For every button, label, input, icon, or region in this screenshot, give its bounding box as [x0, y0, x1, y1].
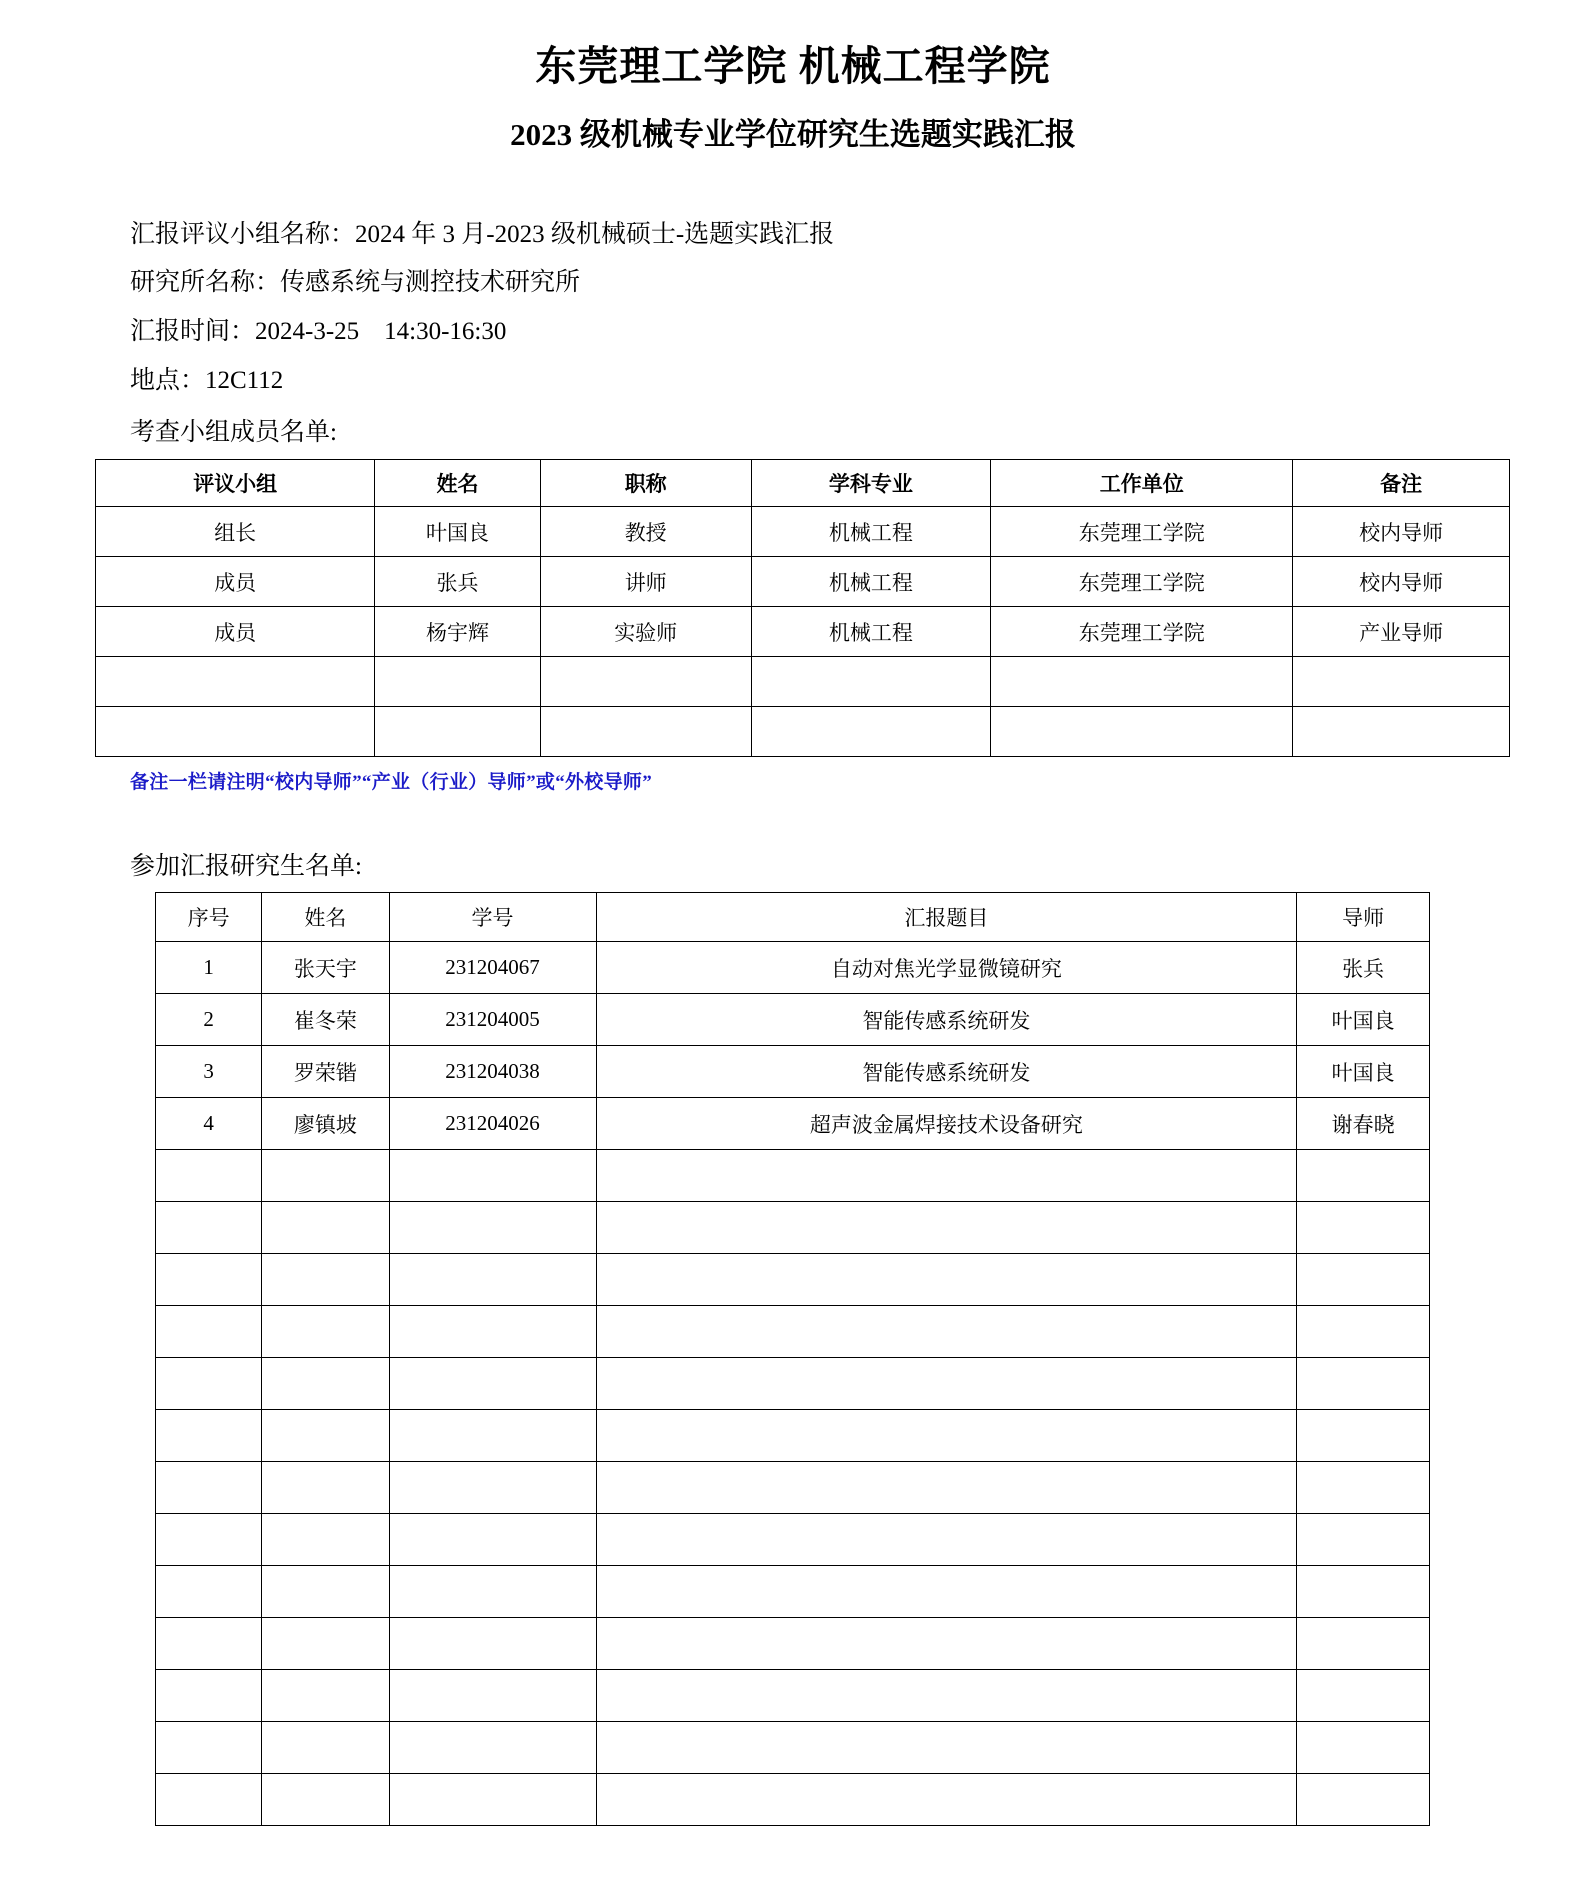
cell-remark	[1293, 657, 1510, 707]
cell-topic	[596, 1514, 1297, 1566]
cell-advisor	[1297, 1670, 1430, 1722]
cell-remark	[1293, 707, 1510, 757]
cell-seq	[156, 1358, 262, 1410]
cell-advisor	[1297, 1410, 1430, 1462]
table-row	[96, 657, 1510, 707]
cell-name: 廖镇坡	[262, 1098, 389, 1150]
cell-studentid	[389, 1514, 596, 1566]
cell-unit	[991, 707, 1293, 757]
cell-studentid	[389, 1150, 596, 1202]
remark-note: 备注一栏请注明“校内导师”“产业（行业）导师”或“外校导师”	[130, 772, 653, 794]
cell-studentid	[389, 1566, 596, 1618]
cell-advisor	[1297, 1722, 1430, 1774]
table-row	[156, 1150, 1430, 1202]
cell-advisor: 叶国良	[1297, 994, 1430, 1046]
cell-seq	[156, 1462, 262, 1514]
cell-group	[96, 707, 375, 757]
meta-block	[0, 211, 1586, 406]
table-row	[96, 607, 1510, 657]
cell-studentid: 231204067	[389, 942, 596, 994]
cell-unit	[991, 657, 1293, 707]
cell-topic	[596, 1410, 1297, 1462]
table-row	[156, 1670, 1430, 1722]
committee-table	[95, 459, 1510, 757]
table-header-row	[96, 460, 1510, 507]
cell-major: 机械工程	[751, 507, 990, 557]
students-col-advisor: 导师	[1297, 893, 1430, 942]
cell-studentid	[389, 1462, 596, 1514]
cell-studentid	[389, 1618, 596, 1670]
cell-name	[262, 1254, 389, 1306]
cell-advisor	[1297, 1150, 1430, 1202]
cell-advisor	[1297, 1358, 1430, 1410]
cell-topic	[596, 1566, 1297, 1618]
cell-topic	[596, 1306, 1297, 1358]
table-row	[156, 1202, 1430, 1254]
cell-unit: 东莞理工学院	[991, 607, 1293, 657]
cell-group: 成员	[96, 557, 375, 607]
cell-studentid: 231204026	[389, 1098, 596, 1150]
document-page	[0, 40, 1586, 1890]
cell-major: 机械工程	[751, 557, 990, 607]
table-row	[156, 1254, 1430, 1306]
cell-studentid: 231204005	[389, 994, 596, 1046]
cell-seq: 3	[156, 1046, 262, 1098]
meta-group-name: 汇报评议小组名称：2024 年 3 月-2023 级机械硕士-选题实践汇报	[130, 220, 835, 248]
cell-seq	[156, 1618, 262, 1670]
cell-advisor: 谢春晓	[1297, 1098, 1430, 1150]
cell-group: 组长	[96, 507, 375, 557]
page-title: 东莞理工学院 机械工程学院	[535, 43, 1051, 89]
cell-name	[375, 707, 540, 757]
cell-topic	[596, 1774, 1297, 1826]
cell-topic: 智能传感系统研发	[596, 994, 1297, 1046]
cell-advisor	[1297, 1618, 1430, 1670]
cell-unit: 东莞理工学院	[991, 557, 1293, 607]
table-row	[156, 1098, 1430, 1150]
students-section-label: 参加汇报研究生名单:	[130, 853, 362, 881]
cell-seq	[156, 1566, 262, 1618]
table-row	[156, 1774, 1430, 1826]
cell-advisor	[1297, 1514, 1430, 1566]
cell-title: 实验师	[540, 607, 751, 657]
cell-seq	[156, 1150, 262, 1202]
cell-topic	[596, 1722, 1297, 1774]
cell-advisor: 张兵	[1297, 942, 1430, 994]
cell-name	[262, 1514, 389, 1566]
cell-name: 张兵	[375, 557, 540, 607]
cell-advisor	[1297, 1202, 1430, 1254]
committee-col-title: 职称	[540, 460, 751, 507]
cell-topic: 自动对焦光学显微镜研究	[596, 942, 1297, 994]
cell-seq	[156, 1774, 262, 1826]
meta-time: 汇报时间：2024-3-25 14:30-16:30	[130, 318, 507, 346]
cell-name	[262, 1410, 389, 1462]
cell-advisor	[1297, 1566, 1430, 1618]
cell-topic	[596, 1462, 1297, 1514]
table-row	[156, 1462, 1430, 1514]
cell-seq	[156, 1722, 262, 1774]
cell-title	[540, 657, 751, 707]
cell-name: 张天宇	[262, 942, 389, 994]
cell-major: 机械工程	[751, 607, 990, 657]
cell-title	[540, 707, 751, 757]
cell-seq: 2	[156, 994, 262, 1046]
table-header-row	[156, 893, 1430, 942]
table-row	[156, 1566, 1430, 1618]
cell-name	[262, 1566, 389, 1618]
table-row	[156, 1722, 1430, 1774]
cell-topic	[596, 1254, 1297, 1306]
cell-advisor: 叶国良	[1297, 1046, 1430, 1098]
cell-topic	[596, 1150, 1297, 1202]
cell-major	[751, 657, 990, 707]
cell-topic	[596, 1202, 1297, 1254]
cell-seq	[156, 1306, 262, 1358]
cell-topic	[596, 1358, 1297, 1410]
page-subtitle: 2023 级机械专业学位研究生选题实践汇报	[510, 117, 1076, 153]
table-row	[156, 1306, 1430, 1358]
cell-advisor	[1297, 1254, 1430, 1306]
committee-col-name: 姓名	[375, 460, 540, 507]
cell-advisor	[1297, 1306, 1430, 1358]
cell-name	[262, 1774, 389, 1826]
cell-studentid: 231204038	[389, 1046, 596, 1098]
cell-name	[262, 1150, 389, 1202]
cell-remark: 校内导师	[1293, 557, 1510, 607]
cell-name: 罗荣锴	[262, 1046, 389, 1098]
cell-advisor	[1297, 1774, 1430, 1826]
cell-topic	[596, 1618, 1297, 1670]
cell-name	[262, 1358, 389, 1410]
table-row	[156, 1046, 1430, 1098]
cell-group: 成员	[96, 607, 375, 657]
cell-topic	[596, 1670, 1297, 1722]
cell-name: 崔冬荣	[262, 994, 389, 1046]
cell-seq	[156, 1514, 262, 1566]
cell-title: 教授	[540, 507, 751, 557]
committee-section-label: 考查小组成员名单:	[130, 418, 337, 446]
cell-name	[262, 1618, 389, 1670]
table-row	[96, 507, 1510, 557]
students-col-topic: 汇报题目	[596, 893, 1297, 942]
cell-seq	[156, 1410, 262, 1462]
students-col-seq: 序号	[156, 893, 262, 942]
cell-seq: 1	[156, 942, 262, 994]
cell-seq	[156, 1202, 262, 1254]
cell-remark: 产业导师	[1293, 607, 1510, 657]
cell-seq	[156, 1254, 262, 1306]
cell-name	[262, 1202, 389, 1254]
committee-col-unit: 工作单位	[991, 460, 1293, 507]
committee-col-group: 评议小组	[96, 460, 375, 507]
committee-col-remark: 备注	[1293, 460, 1510, 507]
cell-topic: 超声波金属焊接技术设备研究	[596, 1098, 1297, 1150]
students-table	[155, 892, 1430, 1826]
table-row	[156, 1410, 1430, 1462]
table-row	[96, 707, 1510, 757]
cell-name	[262, 1722, 389, 1774]
cell-group	[96, 657, 375, 707]
table-row	[156, 942, 1430, 994]
cell-major	[751, 707, 990, 757]
table-row	[156, 994, 1430, 1046]
cell-name: 杨宇辉	[375, 607, 540, 657]
cell-studentid	[389, 1202, 596, 1254]
cell-name	[262, 1670, 389, 1722]
cell-studentid	[389, 1774, 596, 1826]
cell-name	[375, 657, 540, 707]
cell-studentid	[389, 1722, 596, 1774]
cell-unit: 东莞理工学院	[991, 507, 1293, 557]
cell-name	[262, 1306, 389, 1358]
table-row	[156, 1358, 1430, 1410]
table-row	[156, 1618, 1430, 1670]
cell-studentid	[389, 1670, 596, 1722]
table-row	[156, 1514, 1430, 1566]
cell-seq	[156, 1670, 262, 1722]
cell-advisor	[1297, 1462, 1430, 1514]
meta-institute: 研究所名称：传感系统与测控技术研究所	[130, 269, 581, 297]
cell-studentid	[389, 1306, 596, 1358]
cell-studentid	[389, 1410, 596, 1462]
cell-name	[262, 1462, 389, 1514]
committee-col-major: 学科专业	[751, 460, 990, 507]
cell-studentid	[389, 1358, 596, 1410]
cell-studentid	[389, 1254, 596, 1306]
meta-place: 地点：12C112	[130, 366, 284, 394]
cell-remark: 校内导师	[1293, 507, 1510, 557]
table-row	[96, 557, 1510, 607]
students-col-studentid: 学号	[389, 893, 596, 942]
cell-title: 讲师	[540, 557, 751, 607]
students-col-name: 姓名	[262, 893, 389, 942]
cell-topic: 智能传感系统研发	[596, 1046, 1297, 1098]
cell-name: 叶国良	[375, 507, 540, 557]
cell-seq: 4	[156, 1098, 262, 1150]
